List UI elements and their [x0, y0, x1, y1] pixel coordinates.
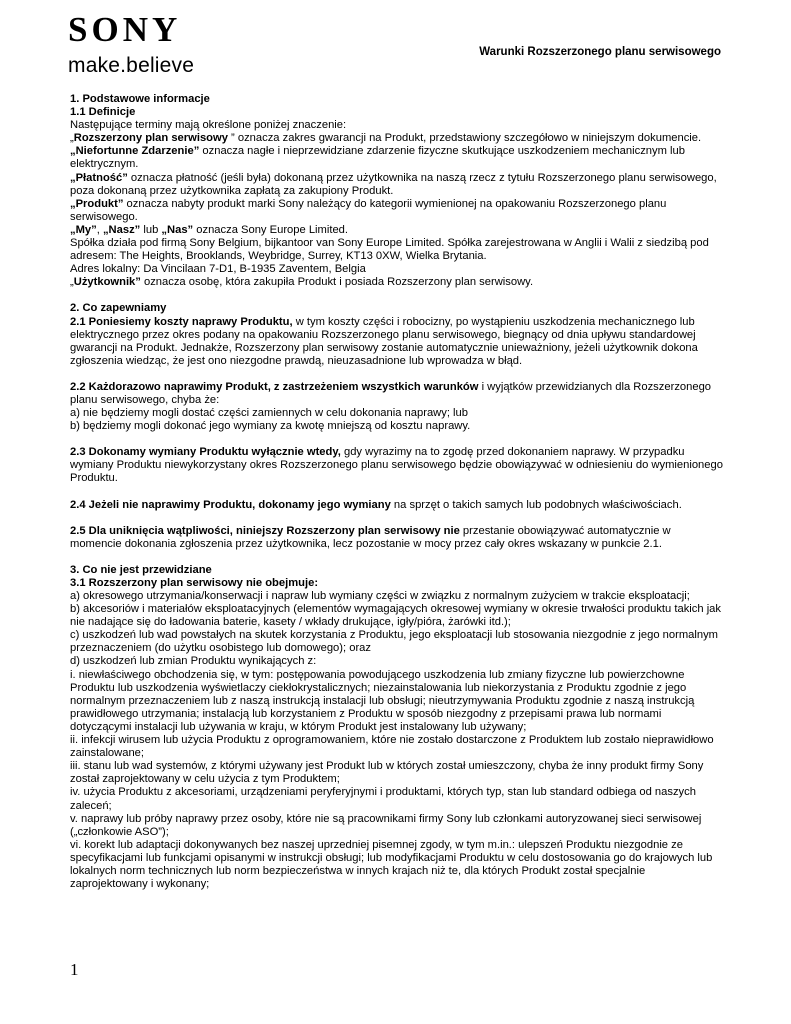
logo-tagline: make.believe [68, 54, 195, 77]
paragraph [70, 172, 725, 198]
paragraph [70, 302, 725, 315]
text: d) uszkodzeń lub zmian Produktu wynikających z: [70, 655, 317, 668]
text: oznacza Sony Europe Limited. [193, 223, 348, 236]
paragraph-gap [70, 289, 725, 302]
bold-text: 1.1 Definicje [70, 106, 136, 119]
paragraph [70, 106, 725, 119]
text: oznacza nagłe i nieprzewidziane zdarzenie fizyczne skutkujące uszkodzeniem mechanicznym lub elektrycznym. [70, 145, 685, 171]
paragraph [70, 407, 725, 420]
bold-text: Użytkownik” [73, 276, 141, 289]
paragraph [70, 669, 725, 734]
page-number: 1 [70, 960, 79, 979]
bold-text: „Nas” [161, 223, 194, 236]
logo-brand: SONY [68, 10, 182, 49]
text: lub [140, 223, 162, 236]
paragraph-gap [70, 551, 725, 564]
text: b) akcesoriów i materiałów eksploatacyjnych (elementów wymagających okresowej wymiany w okresie trwałości produktu takich jak nie nadające się do ładowania baterie, kasety / wkłady drukujące, igły/pióra, żarówki itd.); [70, 603, 721, 629]
paragraph [70, 263, 725, 276]
bold-text: 2.2 Każdorazowo naprawimy Produkt, z zastrzeżeniem wszystkich warunków [70, 380, 479, 393]
bold-text: 2.5 Dla uniknięcia wątpliwości, niniejszy Rozszerzony plan serwisowy nie [70, 524, 460, 537]
paragraph [70, 145, 725, 171]
paragraph [70, 93, 725, 106]
paragraph [70, 564, 725, 577]
text: i wyjątków przewidzianych dla Rozszerzonego planu serwisowego, chyba że: [70, 380, 712, 406]
paragraph-gap [70, 433, 725, 446]
paragraph [70, 119, 725, 132]
bold-text: 2.4 Jeżeli nie naprawimy Produktu, dokonamy jego wymiany [70, 498, 391, 511]
paragraph-gap [70, 512, 725, 525]
paragraph [70, 132, 725, 145]
paragraph [70, 629, 725, 655]
bold-text: 2.3 Dokonamy wymiany Produktu wyłącznie wtedy, [70, 446, 341, 459]
text: na sprzęt o takich samych lub podobnych właściwościach. [390, 498, 682, 511]
bold-text: „Płatność” [70, 171, 128, 184]
text: Adres lokalny: Da Vincilaan 7-D1, B-1935 Zaventem, Belgia [70, 263, 366, 276]
text: a) okresowego utrzymania/konserwacji i napraw lub wymiany części w związku z normalnym zużyciem w trakcie eksploatacji; [70, 590, 690, 602]
text: vi. korekt lub adaptacji dokonywanych bez naszej uprzedniej pisemnej zgody, w tym m.in.: ulepszeń Produktu niezgodnie ze specyfikacjami lub funkcjami opisanymi w instrukcji obsługi; lub modyfikacjami Produktu w celu dostosowania go do krajowych lub lokalnych norm technicznych lub norm bezpieczeństwa w innych krajach niż te, dla których Produkt został specjalnie zaprojektowany i wykonany; [70, 838, 713, 891]
bold-text: „Niefortunne Zdarzenie” [70, 145, 200, 158]
text: v. naprawy lub próby naprawy przez osoby, które nie są pracownikami firmy Sony lub członkami autoryzowanej sieci serwisowej („członkowie ASO”); [70, 812, 702, 838]
text: Następujące terminy mają określone poniżej znaczenie: [70, 119, 347, 132]
paragraph [70, 381, 725, 407]
text: „ [70, 276, 74, 289]
bold-text: „Produkt” [70, 197, 124, 210]
paragraph [70, 603, 725, 629]
paragraph [70, 198, 725, 224]
paragraph [70, 760, 725, 786]
text: iii. stanu lub wad systemów, z którymi używany jest Produkt lub w których został umieszczony, chyba że inny produkt firmy Sony został zaprojektowany w celu użycia z tym Produktem; [70, 760, 704, 786]
bold-text: 3.1 Rozszerzony plan serwisowy nie obejmuje: [70, 576, 319, 589]
paragraph [70, 577, 725, 590]
text: iv. użycia Produktu z akcesoriami, urządzeniami peryferyjnymi i produktami, których typ, stan lub standard odbiega od naszych zaleceń; [70, 786, 696, 812]
paragraph [70, 276, 725, 289]
paragraph-gap [70, 368, 725, 381]
paragraph [70, 525, 725, 551]
bold-text: Rozszerzony plan serwisowy [73, 132, 228, 145]
paragraph [70, 224, 725, 237]
paragraph [70, 446, 725, 485]
document-title: Warunki Rozszerzonego planu serwisowego [479, 46, 721, 58]
text: b) będziemy mogli dokonać jego wymiany za kwotę mniejszą od kosztu naprawy. [70, 420, 471, 433]
bold-text: 2. Co zapewniamy [70, 302, 167, 315]
paragraph [70, 499, 725, 512]
bold-text: 3. Co nie jest przewidziane [70, 563, 212, 576]
paragraph [70, 316, 725, 368]
text: oznacza płatność (jeśli była) dokonaną przez użytkownika na naszą rzecz z tytułu Rozszerzonego planu serwisowego, poza dokonaną przez użytkownika zapłatą za zakupiony Produkt. [70, 171, 717, 197]
paragraph [70, 237, 725, 263]
text: c) uszkodzeń lub wad powstałych na skutek korzystania z Produktu, jego eksploatacji lub stosowania niezgodnie z jego normalnym przeznaczeniem (do użytku osobistego lub domowego); oraz [70, 629, 718, 655]
text: w tym koszty części i robocizny, po wystąpieniu uszkodzenia mechanicznego lub elektrycznego przez okres podany na opakowaniu Rozszerzonego planu serwisowego, biegnący od dnia upływu standardowej gwarancji na Produkt. Jednakże, Rozszerzony plan serwisowy zostanie automatycznie unieważniony, jeżeli użytkownik dokona zgłoszenia wiedząc, że jest ono niezgodne prawdą, nieuzasadnione lub wprowadza w błąd. [70, 315, 698, 367]
text: gdy wyrazimy na to zgodę przed dokonaniem naprawy. W przypadku wymiany Produktu niewykorzystany okres Rozszerzonego planu serwisowego będzie obowiązywać w odniesieniu do wymienionego Produktu. [70, 446, 723, 485]
text: oznacza osobę, która zakupiła Produkt i posiada Rozszerzony plan serwisowy. [140, 276, 534, 289]
text: ” oznacza zakres gwarancji na Produkt, przedstawiony szczegółowo w niniejszym dokumencie. [227, 132, 702, 145]
text: , [96, 223, 103, 236]
bold-text: 1. Podstawowe informacje [70, 93, 210, 105]
bold-text: 2.1 Poniesiemy koszty naprawy Produktu, [70, 315, 293, 328]
text: oznacza nabyty produkt marki Sony należący do kategorii wymienionej na opakowaniu Rozszerzonego planu serwisowego. [70, 197, 667, 223]
sony-logo [68, 12, 238, 78]
paragraph-gap [70, 486, 725, 499]
paragraph [70, 734, 725, 760]
document-body [70, 93, 725, 891]
text: a) nie będziemy mogli dostać części zamiennych w celu dokonania naprawy; lub [70, 407, 468, 420]
text: i. niewłaściwego obchodzenia się, w tym: postępowania powodującego uszkodzenia lub zmiany fizyczne lub powierzchowne Produktu lub uszkodzenia wyświetlaczy ciekłokrystalicznych; niezainstalowania lub niekorzystania z Produktu zgodnie z jego normalnym przeznaczeniem lub z naszą instrukcją instalacji lub obsługi; nieutrzymywania Produktu zgodnie z naszą instrukcją prawidłowego utrzymania; instalacją lub korzystaniem z Produktu w sposób niezgodny z przepisami prawa lub normami dotyczącymi instalacji lub używania w kraju, w którym Produkt jest instalowany lub używany; [70, 668, 695, 733]
bold-text: „My” [70, 223, 97, 236]
text: ii. infekcji wirusem lub użycia Produktu z oprogramowaniem, które nie zostało dostarczone z Produktem lub zostało nieprawidłowo zainstalowane; [70, 734, 714, 760]
text: „ [70, 132, 74, 145]
text: Spółka działa pod firmą Sony Belgium, bijkantoor van Sony Europe Limited. Spółka zarejestrowana w Anglii i Walii z siedzibą pod adresem: The Heights, Brooklands, Weybridge, Surrey, KT13 0XW, Wielka Brytania. [70, 237, 709, 263]
paragraph [70, 839, 725, 891]
paragraph [70, 420, 725, 433]
paragraph [70, 813, 725, 839]
bold-text: „Nasz” [102, 223, 141, 236]
paragraph [70, 786, 725, 812]
text: przestanie obowiązywać automatycznie w momencie dokonania zgłoszenia przez użytkownika, lecz pozostanie w mocy przez cały okres wskazany w punkcie 2.1. [70, 524, 671, 550]
paragraph [70, 590, 725, 603]
paragraph [70, 655, 725, 668]
